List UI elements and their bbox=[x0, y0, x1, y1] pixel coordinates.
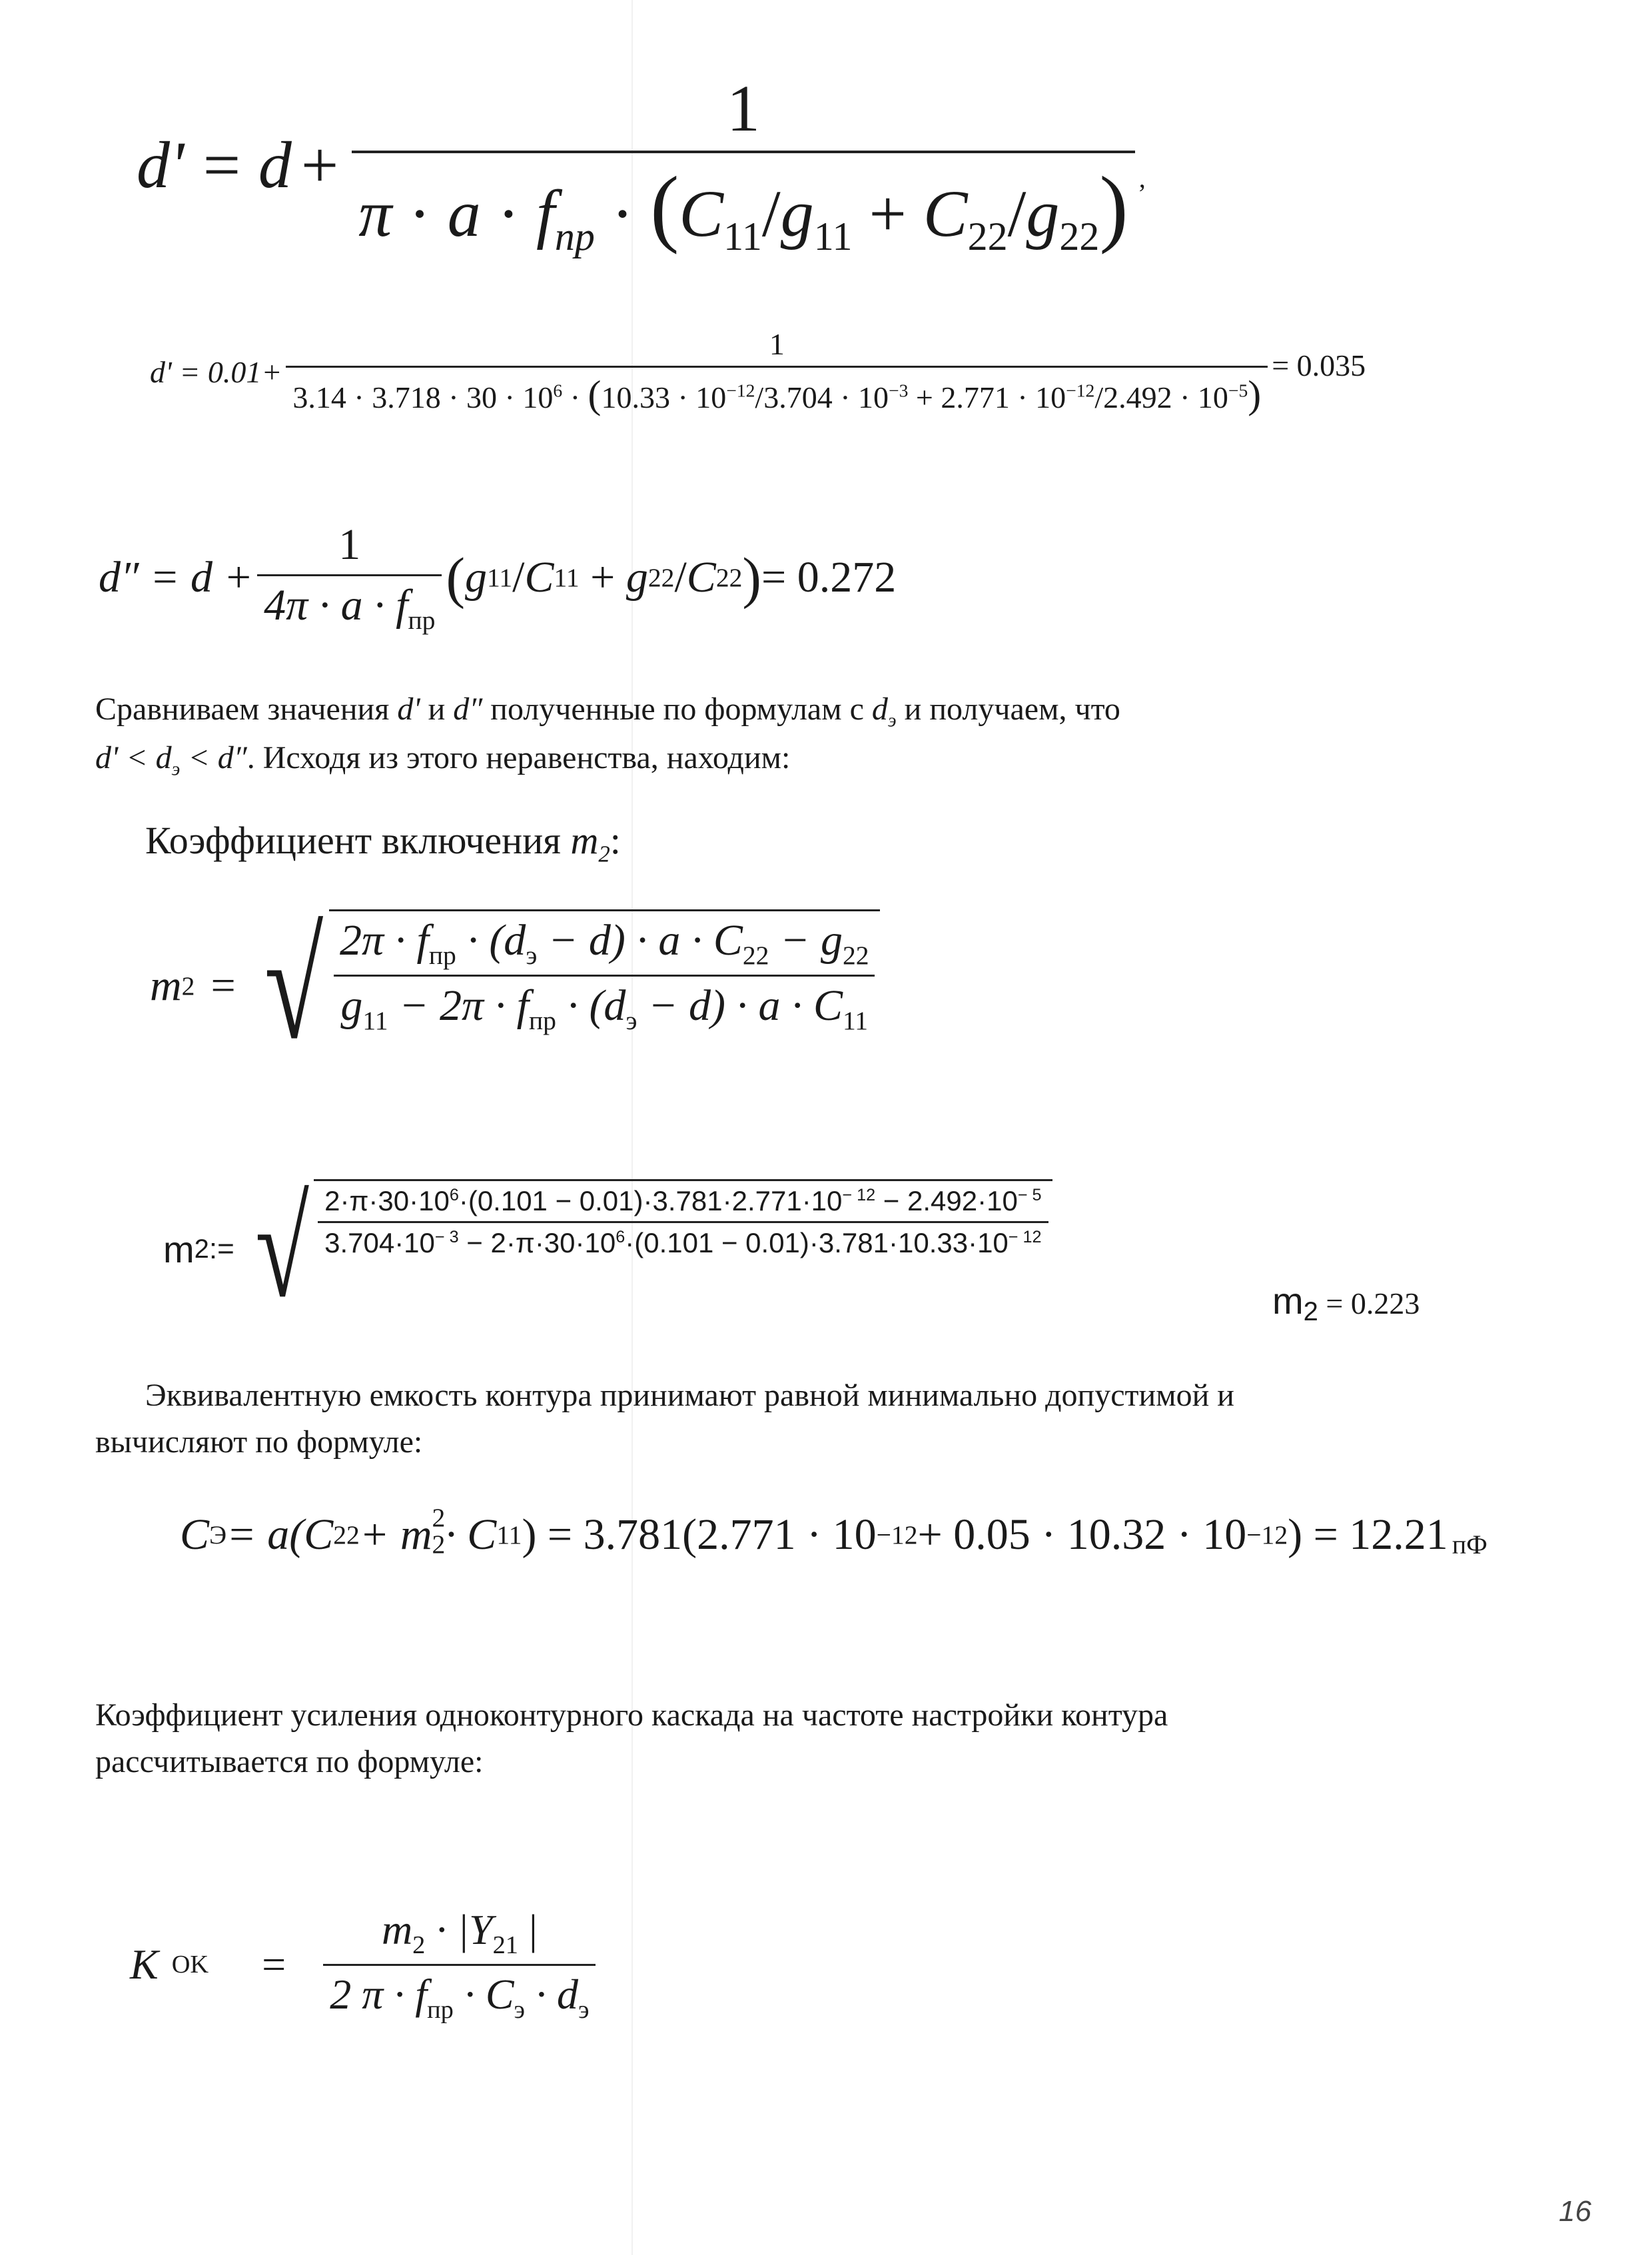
formula4-num-c: − d) · a · C bbox=[537, 916, 743, 965]
formula4-den-a: g bbox=[340, 981, 363, 1031]
formula4-den-a-sub: 11 bbox=[362, 1006, 388, 1036]
formula3-g11: g bbox=[465, 553, 488, 602]
formula5-num-c-exp: − 5 bbox=[1017, 1186, 1042, 1204]
formula1-g11-sub: 11 bbox=[813, 215, 853, 258]
paragraph1-line1 bbox=[95, 686, 1561, 735]
formula7-den-a-sub: пр bbox=[427, 1995, 454, 2024]
formula7-num-b-sub: 21 bbox=[492, 1931, 518, 1959]
formula3-c22: C bbox=[686, 553, 716, 602]
formula4-numerator bbox=[333, 915, 876, 975]
formula4-num-b: · (d bbox=[456, 916, 526, 965]
formula-d-prime-general bbox=[137, 70, 1146, 260]
formula5-sqrt: √ $\frac{2\cdot\pi\cdot 30\cdot 10^6\cdot(0.101 - 0.01)\cdot 3.781\cdot 2.771\cdot 10^{- 12} - 2.492\cdot 10^{- 5}}{3.704\cdot 10^{- 3} - 2\cdot\pi\cdot 30\cdot 10^6\cdot(0.101 - 0.01)\cdot 3.781\cdot 10.33\cdot 10^{- 12}}$ bbox=[244, 1179, 1052, 1319]
formula6-d: ) = 3.781(2.771 · 10 bbox=[522, 1510, 877, 1559]
formula4-den-b: − 2π · f bbox=[388, 981, 529, 1031]
formula3-c22-sub: 22 bbox=[715, 563, 743, 593]
formula4-num-a: 2π · f bbox=[339, 916, 429, 965]
formula3-den-sub: пр bbox=[408, 606, 436, 636]
formula5-den-a-exp: − 3 bbox=[434, 1228, 459, 1246]
p1-ineq-end: < d″ bbox=[180, 740, 247, 776]
p1-d-prime: d' bbox=[397, 691, 420, 727]
p1-ineq: d' < d bbox=[95, 740, 172, 776]
formula5-result-var: m bbox=[1272, 1280, 1304, 1322]
formula3-c11: C bbox=[524, 553, 554, 602]
formula1-c11-sub: 11 bbox=[723, 215, 762, 258]
formula2-den-d-exp: −12 bbox=[1066, 380, 1095, 401]
formula3-g11-sub: 11 bbox=[487, 563, 513, 593]
formula7-denominator bbox=[323, 1964, 596, 2025]
formula-m2-numeric bbox=[163, 1172, 1052, 1326]
formula6-c-sub: 11 bbox=[496, 1520, 522, 1550]
formula1-plus: + bbox=[300, 128, 339, 202]
formula-d-prime-numeric bbox=[150, 326, 1366, 418]
formula1-numerator: 1 bbox=[726, 71, 760, 145]
formula4-num-d: − g bbox=[769, 916, 843, 965]
formula4-eq: = bbox=[210, 961, 236, 1010]
formula1-trail: , bbox=[1138, 163, 1146, 193]
formula2-fraction bbox=[286, 326, 1268, 418]
formula5-num-b: ·(0.101 − 0.01)·3.781·2.771·10 bbox=[458, 1185, 843, 1216]
formula5-lhs-sub: 2 bbox=[194, 1234, 209, 1264]
paragraph-equivalent-capacitance bbox=[95, 1372, 1594, 1465]
heading-m2-var: m bbox=[570, 819, 599, 862]
formula6-b-sub: 2 bbox=[432, 1529, 446, 1559]
formula6-c: · C bbox=[445, 1510, 497, 1559]
formula1-g11: g bbox=[780, 177, 814, 250]
formula4-num-a-sub: пр bbox=[428, 941, 456, 971]
paragraph3-line1: Коэффициент усиления одноконтурного каскада на частоте настройки контура bbox=[95, 1697, 1168, 1733]
p1-text-b: и bbox=[420, 691, 454, 727]
formula4-num-b-sub: э bbox=[526, 941, 538, 971]
formula5-den-c: ·(0.101 − 0.01)·3.781·10.33·10 bbox=[625, 1227, 1009, 1258]
formula2-den-d: + 2.771 · 10 bbox=[908, 380, 1066, 414]
p1-d-double-prime: d″ bbox=[453, 691, 483, 727]
formula7-eq: = bbox=[262, 1941, 286, 1989]
paragraph3-line2: рассчитывается по формуле: bbox=[95, 1743, 484, 1779]
formula2-den-b: 10.33 · 10 bbox=[601, 380, 727, 414]
formula2-den-a-exp: 6 bbox=[553, 380, 563, 401]
page-number: 16 bbox=[1559, 2195, 1591, 2228]
formula2-numerator: 1 bbox=[769, 327, 785, 361]
formula5-num-a: 2·π·30·10 bbox=[324, 1185, 450, 1216]
paragraph2-line1: Эквивалентную емкость контура принимают равной минимально допустимой и bbox=[145, 1378, 1234, 1413]
formula5-num-a-exp: 6 bbox=[449, 1186, 459, 1204]
formula5-lhs: m bbox=[163, 1228, 195, 1270]
formula1-lhs: d' bbox=[137, 128, 185, 202]
formula1-a: a bbox=[447, 177, 481, 250]
formula2-den-b-exp: −12 bbox=[726, 380, 755, 401]
formula7-den-b: · C bbox=[453, 1970, 514, 2018]
formula3-numerator: 1 bbox=[338, 520, 361, 569]
formula4-num-c-sub: 22 bbox=[742, 941, 769, 971]
formula4-fraction bbox=[333, 915, 876, 1036]
formula6-lhs-sub: Э bbox=[209, 1520, 227, 1550]
formula7-den-c: · d bbox=[525, 1970, 578, 2018]
formula7-num-c: | bbox=[518, 1906, 538, 1953]
p1-text-e: . Исходя из этого неравенства, находим: bbox=[246, 740, 791, 776]
formula5-den-b: − 2·π·30·10 bbox=[458, 1227, 616, 1258]
heading-m2-sub: 2 bbox=[598, 841, 610, 867]
formula6-unit: пФ bbox=[1451, 1530, 1487, 1560]
formula4-den-c-sub: э bbox=[625, 1006, 637, 1036]
p1-de-sub: э bbox=[887, 709, 897, 731]
formula2-denominator: $3.14 \cdot 3.718 \cdot 30 \cdot 10^6 \cdot (10.33 \cdot 10^{-12}/3.704 \cdot 10^{-3} + 2.771 \cdot 10^{-12}/2.492 \cdot 10^{-5})$ bbox=[286, 366, 1268, 418]
formula6-d-exp: −12 bbox=[876, 1520, 918, 1550]
formula5-num-b-exp: − 12 bbox=[842, 1186, 876, 1204]
formula1-fraction bbox=[352, 70, 1134, 260]
formula4-den-d: − d) · a · C bbox=[637, 981, 843, 1031]
formula1-f-sub: пр bbox=[554, 215, 595, 258]
formula7-numerator bbox=[342, 1905, 578, 1964]
formula5-result-val: = 0.223 bbox=[1318, 1286, 1420, 1320]
formula5-result-sub: 2 bbox=[1303, 1297, 1318, 1327]
formula1-denominator: $\pi \cdot a \cdot f_{пр} \cdot (C_{11}/g_{11} + C_{22}/g_{22})$ bbox=[352, 151, 1134, 260]
formula1-c22: C bbox=[923, 177, 968, 250]
formula5-result bbox=[1272, 1279, 1420, 1327]
formula5-assign: := bbox=[208, 1232, 234, 1265]
formula7-fraction bbox=[323, 1905, 596, 2025]
formula5-numerator bbox=[318, 1185, 1048, 1221]
formula4-denominator bbox=[334, 975, 875, 1036]
formula7-den-a: 2 π · f bbox=[330, 1970, 428, 2018]
formula4-lhs-sub: 2 bbox=[181, 971, 195, 1001]
formula-k-ok bbox=[130, 1905, 600, 2025]
formula5-den-a: 3.704·10 bbox=[324, 1227, 435, 1258]
paragraph-compare bbox=[95, 686, 1561, 784]
formula5-fraction bbox=[318, 1185, 1048, 1259]
formula6-f: ) = 12.21 bbox=[1288, 1510, 1448, 1559]
formula2-den-e: /2.492 · 10 bbox=[1094, 380, 1228, 414]
formula6-b-sup: 2 bbox=[432, 1502, 446, 1532]
formula1-eq: = bbox=[199, 128, 244, 202]
formula3-g22-sub: 22 bbox=[647, 563, 675, 593]
formula4-lhs: m bbox=[150, 961, 182, 1010]
p1-text-c: полученные по формулам с bbox=[482, 691, 872, 727]
formula2-result: = 0.035 bbox=[1272, 348, 1366, 382]
formula1-g22: g bbox=[1026, 177, 1060, 250]
formula1-c11: C bbox=[679, 177, 724, 250]
formula4-sqrt: √ $\frac{2\pi \cdot f_{пр} \cdot (d_э - d) \cdot a \cdot C_{22} - g_{22}}{g_{11} - 2\pi \cdot f_{пр} \cdot (d_э - d) \cdot a \cdot C_{11}}$ bbox=[252, 909, 880, 1063]
formula3-denominator bbox=[257, 574, 442, 636]
formula5-den-b-exp: 6 bbox=[616, 1228, 625, 1246]
formula7-den-c-sub: э bbox=[578, 1995, 590, 2024]
formula-d-double-prime: d″ = d + $\frac{1}{4\pi \cdot a \cdot f_{пр}}$ ( g 11 / C 11 + g 22 / C 22 ) = 0.272 bbox=[99, 520, 897, 636]
formula1-g22-sub: 22 bbox=[1059, 215, 1100, 258]
formula5-num-c: − 2.492·10 bbox=[875, 1185, 1018, 1216]
formula7-num-b: · |Y bbox=[425, 1906, 493, 1953]
formula6-a-sub: 22 bbox=[333, 1520, 360, 1550]
formula1-pi: π bbox=[358, 177, 392, 250]
formula2-den-e-exp: −5 bbox=[1228, 380, 1248, 401]
formula2-lhs: d' = 0.01+ bbox=[150, 355, 282, 389]
formula1-c22-sub: 22 bbox=[967, 215, 1008, 258]
formula3-result: = 0.272 bbox=[761, 553, 897, 602]
formula5-den-c-exp: − 12 bbox=[1008, 1228, 1042, 1246]
formula2-den-c-exp: −3 bbox=[889, 380, 909, 401]
formula6-a: = a(C bbox=[226, 1510, 334, 1559]
paragraph2-line2: вычисляют по формуле: bbox=[95, 1424, 423, 1460]
formula-m2-general bbox=[150, 901, 880, 1071]
formula3-fraction bbox=[257, 520, 442, 636]
formula1-d: d bbox=[258, 128, 292, 202]
formula4-den-b-sub: пр bbox=[528, 1006, 556, 1036]
p1-de: d bbox=[871, 691, 888, 727]
formula6-e-exp: −12 bbox=[1246, 1520, 1288, 1550]
formula2-den-c: /3.704 · 10 bbox=[755, 380, 889, 414]
formula7-num-a: m bbox=[381, 1906, 413, 1953]
formula5-denominator bbox=[318, 1221, 1048, 1259]
formula-ce bbox=[180, 1502, 1487, 1560]
formula4-den-d-sub: 11 bbox=[842, 1006, 869, 1036]
heading-coefficient-m2 bbox=[145, 818, 621, 868]
formula3-c11-sub: 11 bbox=[554, 563, 580, 593]
formula3-lhs: d″ = d + bbox=[99, 553, 254, 602]
heading-m2-text: Коэффициент включения bbox=[145, 819, 571, 862]
p1-text-a: Сравниваем значения bbox=[95, 691, 398, 727]
formula6-b: + m bbox=[359, 1510, 432, 1559]
formula4-den-c: · (d bbox=[556, 981, 626, 1031]
formula3-g22: g bbox=[625, 553, 648, 602]
formula3-den: 4π · a · f bbox=[264, 581, 408, 630]
formula7-lhs: K bbox=[130, 1941, 159, 1989]
formula2-den-a: 3.14 · 3.718 · 30 · 10 bbox=[292, 380, 554, 414]
formula7-lhs-sub: OK bbox=[171, 1951, 209, 1979]
paragraph-gain bbox=[95, 1692, 1594, 1785]
paragraph1-line2 bbox=[95, 735, 1561, 783]
formula1-f: f bbox=[536, 177, 555, 250]
formula7-num-a-sub: 2 bbox=[412, 1931, 426, 1959]
formula6-lhs: C bbox=[180, 1510, 210, 1559]
formula6-e: + 0.05 · 10.32 · 10 bbox=[917, 1510, 1247, 1559]
formula7-den-b-sub: э bbox=[514, 1995, 525, 2024]
p1-text-d: и получаем, что bbox=[896, 691, 1120, 727]
p1-ineq-sub: э bbox=[171, 758, 181, 780]
heading-m2-colon: : bbox=[610, 819, 621, 862]
formula4-num-d-sub: 22 bbox=[842, 941, 869, 971]
